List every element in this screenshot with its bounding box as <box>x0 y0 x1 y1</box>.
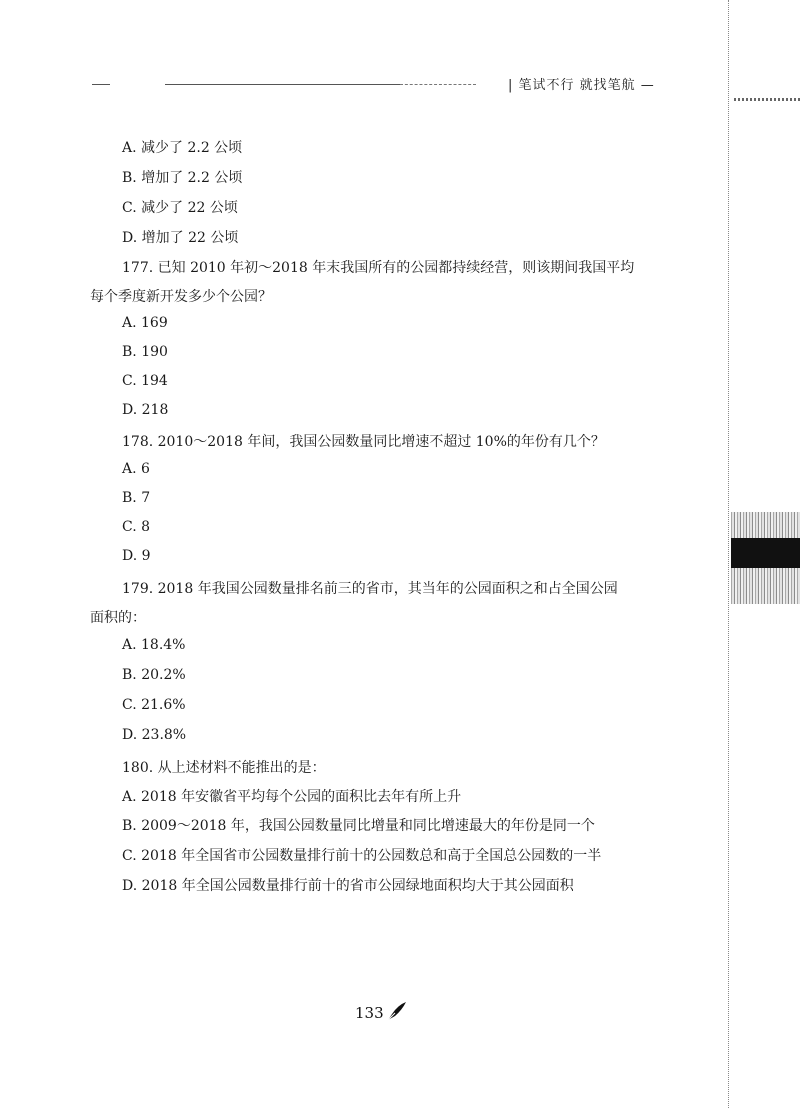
q180-option-c: C. 2018 年全国省市公园数量排行前十的公园数总和高于全国总公园数的一半 <box>122 848 602 864</box>
header-title: | 笔试不行 就找笔航 — <box>508 78 655 93</box>
q178-option-b: B. 7 <box>122 490 151 506</box>
q176-option-c: C. 减少了 22 公顷 <box>122 200 238 216</box>
q179-stem-cont: 面积的： <box>90 610 146 626</box>
q176-option-a: A. 减少了 2.2 公顷 <box>122 140 243 156</box>
q180-option-d: D. 2018 年全国公园数量排行前十的省市公园绿地面积均大于其公园面积 <box>122 878 574 894</box>
q177-option-d: D. 218 <box>122 402 169 418</box>
q179-option-a: A. 18.4% <box>122 637 186 653</box>
q179-stem: 179. 2018 年我国公园数量排名前三的省市，其当年的公园面积之和占全国公园 <box>122 581 618 597</box>
q178-option-c: C. 8 <box>122 519 151 535</box>
header-rule-main <box>165 84 400 85</box>
q179-option-c: C. 21.6% <box>122 697 186 713</box>
q179-option-b: B. 20.2% <box>122 667 186 683</box>
q180-option-a: A. 2018 年安徽省平均每个公园的面积比去年有所上升 <box>122 789 462 805</box>
scan-dark-band <box>731 538 800 568</box>
q178-option-d: D. 9 <box>122 548 151 564</box>
q177-option-c: C. 194 <box>122 373 168 389</box>
pen-icon <box>386 1000 408 1022</box>
scan-edge-mark <box>734 98 800 101</box>
q178-stem: 178. 2010～2018 年间，我国公园数量同比增速不超过 10%的年份有几个？ <box>122 434 605 450</box>
header-rule-left <box>92 84 110 85</box>
page-number: 133 <box>355 1004 384 1022</box>
q178-option-a: A. 6 <box>122 461 150 477</box>
q180-option-b: B. 2009～2018 年，我国公园数量同比增量和同比增速最大的年份是同一个 <box>122 818 595 834</box>
q177-option-b: B. 190 <box>122 344 168 360</box>
q180-stem: 180. 从上述材料不能推出的是： <box>122 760 326 776</box>
scan-edge-line <box>728 0 730 1108</box>
header-rule-dashed <box>400 84 476 85</box>
q177-option-a: A. 169 <box>122 315 168 331</box>
q176-option-d: D. 增加了 22 公顷 <box>122 230 239 246</box>
q176-option-b: B. 增加了 2.2 公顷 <box>122 170 243 186</box>
q177-stem: 177. 已知 2010 年初～2018 年末我国所有的公园都持续经营，则该期间我国平均 <box>122 260 635 276</box>
q179-option-d: D. 23.8% <box>122 727 187 743</box>
q177-stem-cont: 每个季度新开发多少个公园？ <box>90 289 272 305</box>
